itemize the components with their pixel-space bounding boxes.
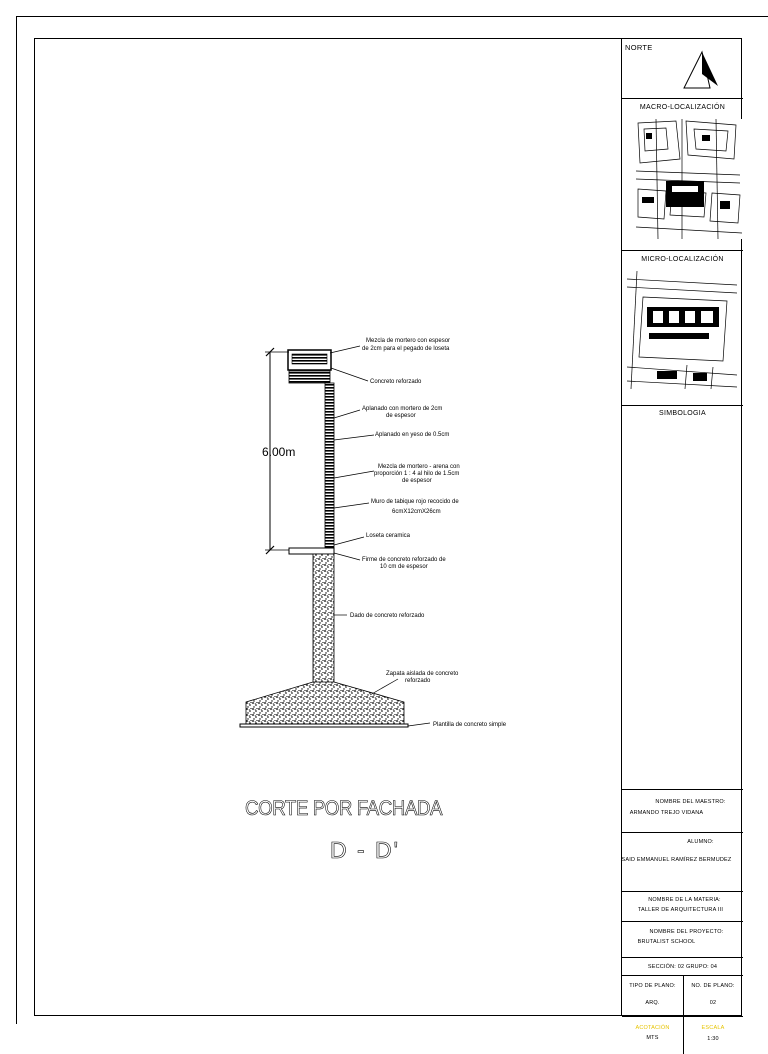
micro-location-cell bbox=[622, 251, 743, 406]
note-footing-line2: reforzado bbox=[405, 678, 431, 684]
caption-title: CORTE POR FACHADA bbox=[245, 797, 443, 820]
scale-value: 1:30 bbox=[707, 1036, 719, 1042]
note-slab-line2: 10 cm de espesor bbox=[380, 564, 428, 570]
caption-section: D - D' bbox=[330, 837, 401, 863]
subject-name: TALLER DE ARQUITECTURA III bbox=[637, 907, 724, 913]
project-name: BRUTALIST SCHOOL bbox=[637, 939, 696, 945]
plan-type-value: ARQ. bbox=[645, 1000, 660, 1006]
symbology-cell bbox=[622, 406, 743, 790]
project-heading: NOMBRE DEL PROYECTO: bbox=[649, 929, 724, 935]
brick-wall bbox=[325, 383, 334, 548]
section-group-cell bbox=[622, 958, 743, 976]
note-plaster-line1: Aplanado con mortero de 2cm bbox=[362, 406, 443, 412]
note-footing-line1: Zapata aislada de concreto bbox=[386, 671, 459, 677]
teacher-cell bbox=[622, 790, 743, 833]
north-arrow-icon bbox=[682, 50, 722, 90]
plan-number-value: 02 bbox=[709, 1000, 717, 1006]
note-mix-line1: Mezcla de mortero - arena con bbox=[378, 464, 460, 470]
macro-location-map bbox=[636, 119, 742, 239]
note-mix-line2: proporción 1 : 4 al hilo de 1.5cm bbox=[374, 471, 460, 477]
units-scale-cell bbox=[622, 1017, 743, 1054]
concrete-pedestal bbox=[313, 554, 334, 686]
student-cell bbox=[622, 833, 743, 892]
note-slab-line1: Firme de concreto reforzado de bbox=[362, 557, 446, 563]
note-plaster-line2: de espesor bbox=[386, 413, 416, 419]
note-mortar-line1: Mezcla de mortero con espesor bbox=[366, 338, 451, 344]
note-tile: Loseta ceramica bbox=[366, 533, 411, 539]
student-name: SAID EMMANUEL RAMÍREZ BERMUDEZ bbox=[621, 857, 732, 863]
micro-location-map bbox=[627, 271, 737, 389]
project-cell bbox=[622, 922, 743, 958]
note-mix-line3: de espesor bbox=[402, 478, 432, 484]
macro-location-label: MACRO-LOCALIZACIÓN bbox=[639, 104, 726, 111]
dimension-label: 6.00m bbox=[262, 445, 296, 459]
note-gypsum: Aplanado en yeso de 0.5cm bbox=[375, 432, 450, 438]
title-block bbox=[621, 38, 742, 1042]
annotation-labels bbox=[350, 338, 507, 728]
subject-cell bbox=[622, 892, 743, 922]
teacher-name: ARMANDO TREJO VIDANA bbox=[629, 810, 704, 816]
isolated-footing bbox=[240, 682, 408, 727]
floor-slab bbox=[289, 548, 334, 554]
north-cell bbox=[622, 38, 743, 99]
units-heading: ACOTACIÓN bbox=[635, 1025, 670, 1031]
symbology-label: SIMBOLOGIA bbox=[659, 410, 706, 417]
note-pedestal: Dado de concreto reforzado bbox=[350, 613, 425, 619]
section-group: SECCIÓN: 02 GRUPO: 04 bbox=[647, 964, 718, 970]
north-label: NORTE bbox=[625, 43, 653, 52]
note-base: Plantilla de concreto simple bbox=[433, 722, 507, 728]
macro-location-cell bbox=[622, 99, 743, 251]
note-brick-line2: 6cmX12cmX26cm bbox=[392, 509, 441, 515]
teacher-heading: NOMBRE DEL MAESTRO: bbox=[655, 799, 726, 805]
parapet-cap bbox=[288, 350, 331, 383]
micro-location-label: MICRO-LOCALIZACIÓN bbox=[641, 256, 724, 263]
student-heading: ALUMNO: bbox=[687, 839, 714, 845]
units-value: MTS bbox=[646, 1035, 659, 1041]
note-mortar-line2: de 2cm para el pegado de loseta bbox=[362, 346, 450, 352]
plan-number-heading: NO. DE PLANO: bbox=[691, 983, 735, 989]
note-reinforced: Concreto reforzado bbox=[370, 379, 422, 385]
plan-type-heading: TIPO DE PLANO: bbox=[629, 983, 676, 989]
scale-heading: ESCALA bbox=[701, 1025, 725, 1031]
subject-heading: NOMBRE DE LA MATERIA: bbox=[648, 897, 721, 903]
plan-cell bbox=[622, 976, 743, 1017]
note-brick-line1: Muro de tabique rojo recocido de bbox=[371, 499, 459, 505]
